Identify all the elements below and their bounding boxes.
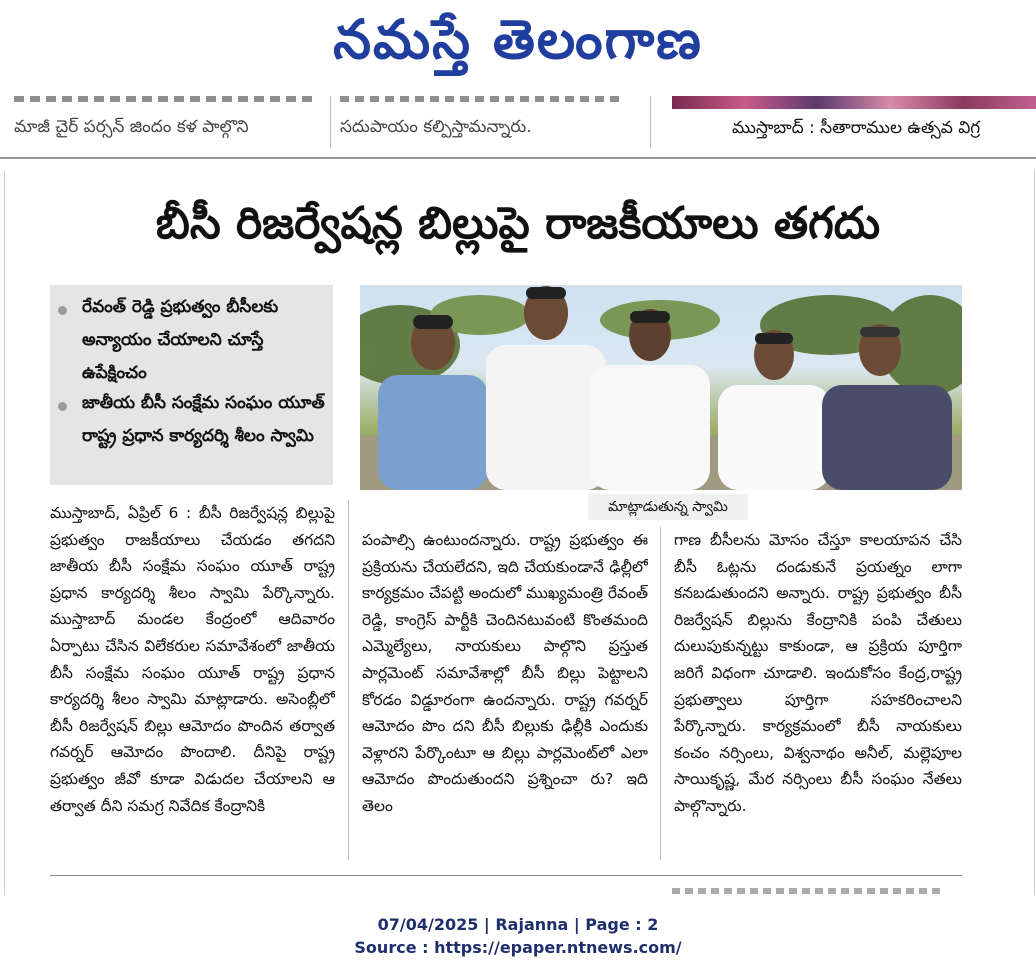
frame-left-edge [4, 170, 5, 895]
highlight-text: రేవంత్ రెడ్డి ప్రభుత్వం బీసీలకు అన్యాయం చేయాలని చూస్తే ఉపేక్షించం [82, 297, 279, 383]
highlight-text: జాతీయ బీసీ సంక్షేమ సంఘం యూత్ రాష్ట్ర ప్రధాన కార్యదర్శి శీలం స్వామి [82, 393, 325, 446]
footer-date-page: 07/04/2025 | Rajanna | Page : 2 [377, 915, 659, 934]
headline: బీసీ రిజర్వేషన్ల బిల్లుపై రాజకీయాలు తగదు [155, 198, 881, 249]
frame-right-edge [1034, 170, 1035, 895]
article-column-1 [50, 500, 335, 860]
column-divider [330, 96, 331, 148]
column-1-text: ముస్తాబాద్, ఏప్రిల్ 6 : బీసీ రిజర్వేషన్ల బిల్లుపై ప్రభుత్వం రాజకీయాలు చేయడం తగదని జాతీయ బీసీ సంక్షేమ సంఘం యూత్ రాష్ట్ర ప్రధాన కార్యదర్శి శీలం స్వామి పేర్కొన్నారు. ముస్తాబాద్ మండల కేంద్రంలో ఆదివారం ఏర్పాటు చేసిన విలేకరుల సమావేశంలో జాతీయ బీసీ సంక్షేమ సంఘం యూత్ రాష్ట్ర ప్రధాన కార్యదర్శి శీలం స్వామి మాట్లాడారు. అసెంబ్లీలో బీసీ రిజర్వేషన్ బిల్లు ఆమోదం పొందిన తర్వాత గవర్నర్ ఆమోదం పొందాలి. దీనిపై రాష్ట్ర ప్రభుత్వం జీవో కూడా విడుదల చేయాలని ఆ తర్వాత దీని సమగ్ర నివేదిక కేంద్రానికి [50, 504, 335, 815]
photo-caption: మాట్లాడుతున్న స్వామి [588, 494, 748, 520]
masthead-separator [0, 157, 1036, 159]
article-bottom-rule [50, 875, 962, 876]
group-photo-illustration [360, 285, 962, 490]
highlights-box [50, 285, 333, 485]
article-photo [360, 285, 962, 490]
column-2-text: పంపాల్సి ఉంటుందన్నారు. రాష్ట్ర ప్రభుత్వం ఈ ప్రక్రియను చేయలేదని, ఇది చేయకుండానే ఢిల్లీలో కార్యక్రమం చేపట్టి అందులో ముఖ్యమంత్రి రేవంత్ రెడ్డి, కాంగ్రెస్ పార్టీకి చెందినటువంటి కొంతమంది ఎమ్మెల్యేలు, నాయకులు పాల్గొని ప్రస్తుత పార్లమెంట్ సమావేశాల్లో బీసీ బిల్లు పెట్టాలని కోరడం విడ్డూరంగా ఉందన్నారు. రాష్ట్ర గవర్నర్ ఆమోదం పొం దని బీసీ బిల్లుకు ఢిల్లీకి ఎందుకు వెళ్లారని పేర్కొంటూ ఆ బిల్లు పార్లమెంట్‌లో ఎలా ఆమోదం పొందుతుందని ప్రశ్నించా రు? ఇది తెలం [362, 531, 648, 815]
bullet-icon [58, 306, 67, 315]
cutoff-text-line [340, 94, 620, 102]
article-column-2 [362, 527, 648, 860]
prev-article-col1: మాజీ చైర్ పర్సన్ జిందం కళ పాల్గొని [14, 117, 249, 137]
cutoff-text-line [672, 888, 942, 894]
article-column-3 [674, 527, 962, 860]
column-divider [650, 96, 651, 148]
newspaper-logo: నమస్తే తెలంగాణ [333, 7, 703, 71]
footer-source: Source : https://epaper.ntnews.com/ [354, 938, 682, 957]
prev-photo-strip [672, 96, 1036, 109]
column-3-text: గాణ బీసీలను మోసం చేస్తూ కాలయాపన చేసి బీసీ ఓట్లను దండుకునే ప్రయత్నం లాగా కనబడుతుందని అన్నారు. రాష్ట్ర ప్రభుత్వం బీసీ రిజర్వేషన్ బిల్లును కేంద్రానికి పంపి చేతులు దులుపుకున్నట్టు కాకుండా, ఆ ప్రక్రియ పూర్తిగా జరిగే విధంగా చూడాలి. ఇందుకోసం కేంద్ర,రాష్ట్ర ప్రభుత్వాలు పూర్తిగా సహకరించాలని పేర్కొన్నారు. కార్యక్రమంలో బీసీ నాయకులు కంచం నర్సింలు, విశ్వనాథం అనీల్, మల్లెపూల సాయికృష్ణ, మేర నర్సింలు బీసీ సంఘం నేతలు పాల్గొన్నారు. [674, 531, 962, 815]
cutoff-text-line [14, 94, 314, 102]
bullet-icon [58, 402, 67, 411]
column-divider [348, 500, 349, 860]
prev-photo-caption: ముస్తాబాద్ : సీతారాముల ఉత్సవ విగ్ర [732, 118, 981, 138]
prev-article-col2: సదుపాయం కల్పిస్తామన్నారు. [340, 117, 532, 137]
column-divider [660, 527, 661, 860]
